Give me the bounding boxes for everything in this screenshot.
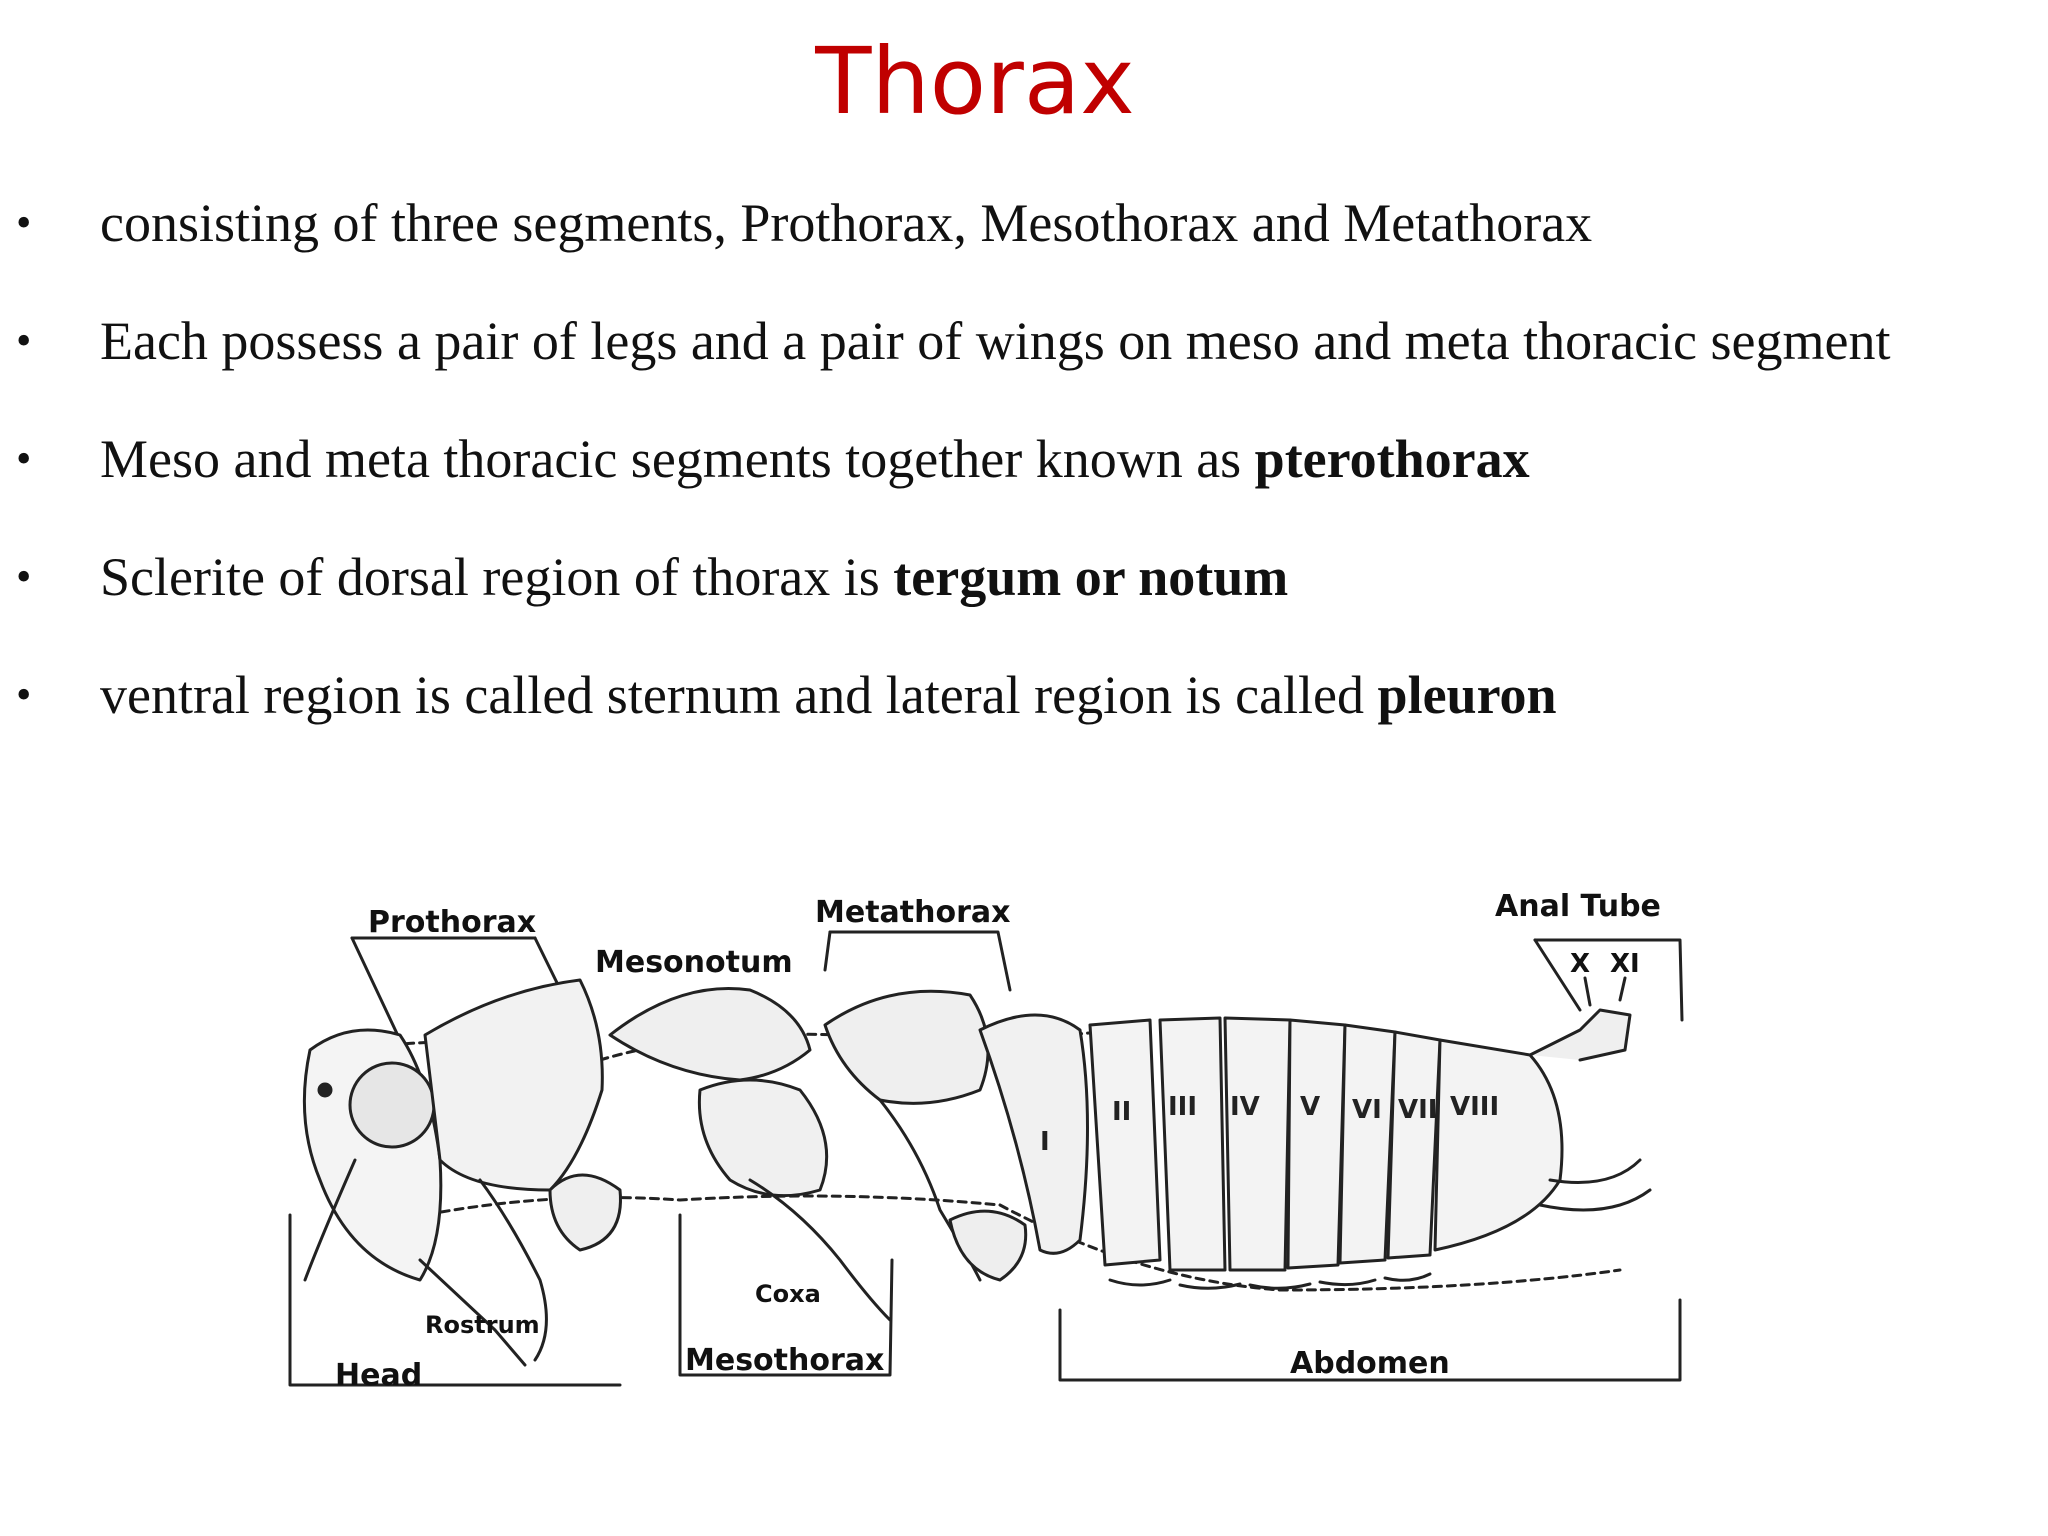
abdominal-segment-label: VIII <box>1450 1092 1500 1122</box>
bullet-item <box>0 660 2048 730</box>
metathorax-callout-line <box>830 932 1010 990</box>
bullet-dot-icon: • <box>16 552 32 601</box>
bullet-dot-icon: • <box>16 670 32 719</box>
segment-xi-arrow <box>1620 978 1625 1000</box>
abdominal-segment-label: IV <box>1230 1092 1260 1122</box>
insect-body-diagram <box>280 860 1700 1420</box>
segment-xi-label: XI <box>1610 949 1640 979</box>
segment-x-arrow <box>1585 978 1590 1005</box>
sternite-plate <box>1180 1284 1240 1288</box>
coxa-label: Coxa <box>755 1280 821 1308</box>
abdominal-segment-7 <box>1388 1032 1440 1258</box>
abdominal-segment-label: VII <box>1398 1095 1438 1125</box>
abdominal-segment-4 <box>1225 1018 1290 1270</box>
abdominal-segment-label: VI <box>1352 1095 1382 1125</box>
mesonotum-shape <box>610 988 810 1080</box>
compound-eye <box>350 1063 434 1147</box>
abdominal-segment-label: III <box>1168 1092 1198 1122</box>
abdominal-segment-3 <box>1160 1018 1225 1270</box>
slide-title: Thorax <box>815 28 1135 135</box>
abdominal-segment-label: II <box>1112 1097 1132 1127</box>
anal-tube-callout-line <box>1535 940 1682 1020</box>
metathorax-callout-line <box>825 932 830 970</box>
hind-femur-shape <box>950 1211 1026 1280</box>
bullet-bold-term: tergum or notum <box>893 547 1289 607</box>
abdominal-segment-5 <box>1288 1020 1345 1268</box>
insect-diagram-svg <box>280 860 1700 1420</box>
bullet-text: Each possess a pair of legs and a pair of wings on meso and meta thoracic segment <box>100 311 1891 371</box>
segment-x-label: X <box>1570 949 1591 979</box>
metathorax-label: Metathorax <box>815 895 1011 930</box>
bullet-text: Sclerite of dorsal region of thorax is <box>100 547 894 607</box>
sternite-plate <box>1385 1274 1430 1280</box>
bullet-bold-term: pterothorax <box>1254 429 1530 489</box>
bullet-text: ventral region is called sternum and lateral region is called <box>100 665 1378 725</box>
prothorax-label: Prothorax <box>368 905 537 940</box>
bullet-item <box>0 306 2048 376</box>
ocellus-dot <box>319 1084 331 1096</box>
prothorax-callout-line <box>352 938 400 1040</box>
metathorax-shape <box>825 991 988 1103</box>
head-label: Head <box>335 1358 423 1393</box>
bullet-bold-term: pleuron <box>1377 665 1557 725</box>
abdominal-segment-label: V <box>1300 1092 1321 1122</box>
rostrum-label: Rostrum <box>425 1311 540 1339</box>
bullet-dot-icon: • <box>16 434 32 483</box>
bullet-dot-icon: • <box>16 316 32 365</box>
bullet-item <box>0 424 2048 494</box>
cercus-line <box>1550 1160 1640 1183</box>
prothorax-shape <box>425 980 602 1190</box>
sternite-plate <box>1320 1280 1375 1285</box>
sternite-plate <box>1110 1280 1170 1285</box>
mesonotum-label: Mesonotum <box>595 945 793 980</box>
abdomen-label: Abdomen <box>1290 1346 1450 1381</box>
mesothorax-label: Mesothorax <box>685 1343 885 1378</box>
mesopleuron-shape <box>699 1080 826 1196</box>
bullet-text: consisting of three segments, Prothorax, Mesothorax and Metathorax <box>100 193 1593 253</box>
anal-tube-label: Anal Tube <box>1495 889 1661 924</box>
abdominal-segment-6 <box>1340 1025 1395 1263</box>
bullet-item <box>0 542 2048 612</box>
cercus-line <box>1540 1190 1650 1210</box>
bullet-dot-icon: • <box>16 198 32 247</box>
abdominal-segment-label: I <box>1040 1127 1050 1157</box>
bullet-item <box>0 188 2048 258</box>
abdominal-segment-2 <box>1090 1020 1160 1265</box>
anal-tube-shape <box>1530 1010 1630 1060</box>
fore-coxa-shape <box>550 1175 621 1250</box>
sternite-plate <box>1250 1284 1310 1288</box>
abdominal-segment-8 <box>1435 1040 1562 1250</box>
bullet-text: Meso and meta thoracic segments together known as <box>100 429 1255 489</box>
